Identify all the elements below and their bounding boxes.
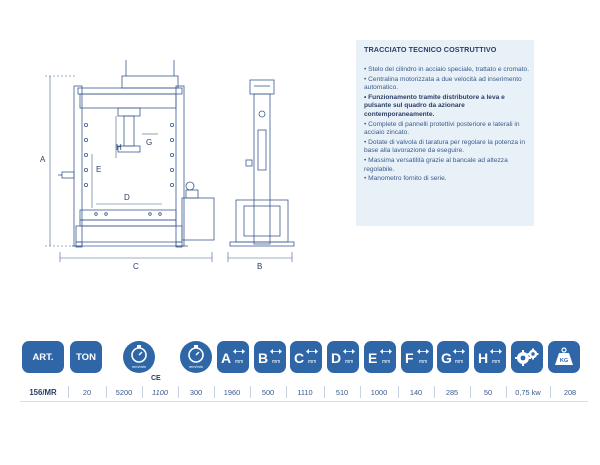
feature-item: • Dotate di valvola di taratura per regolare la potenza in base alla lavorazione da eseguire. bbox=[364, 138, 526, 155]
feature-item: • Complete di pannelli protettivi posteriore e laterali in acciaio zincato. bbox=[364, 120, 520, 137]
feature-list bbox=[364, 66, 530, 185]
value-power: 0,75 kw bbox=[515, 387, 541, 397]
dim-label-c: C bbox=[133, 262, 139, 271]
value-g: 285 bbox=[445, 387, 459, 397]
double-arrow-icon bbox=[417, 349, 429, 354]
values-row bbox=[20, 382, 588, 402]
side-view-press bbox=[230, 80, 294, 246]
value-b: 500 bbox=[261, 387, 275, 397]
value-speed-1: 5200 bbox=[115, 387, 133, 397]
value-f: 140 bbox=[409, 387, 423, 397]
dim-label-h: H bbox=[116, 143, 122, 152]
value-d: 510 bbox=[335, 387, 349, 397]
double-arrow-icon bbox=[270, 349, 282, 354]
header-dim-a: A mm bbox=[217, 341, 249, 373]
feature-item: • Manometro fornito di serie. bbox=[364, 175, 447, 183]
double-arrow-icon bbox=[233, 349, 245, 354]
header-ton: TON bbox=[70, 341, 102, 373]
table-divider bbox=[20, 401, 588, 402]
dim-label-g: G bbox=[146, 138, 153, 147]
dim-label-a: A bbox=[40, 155, 46, 164]
double-arrow-icon bbox=[490, 349, 502, 354]
speed-work-icon: mm/min bbox=[180, 341, 212, 373]
value-speed-3: 300 bbox=[189, 387, 203, 397]
header-dim-h: H mm bbox=[474, 341, 506, 373]
value-ton: 20 bbox=[82, 387, 92, 397]
header-dim-c: C mm bbox=[290, 341, 322, 373]
svg-text:KG: KG bbox=[559, 358, 569, 364]
dim-label-b: B bbox=[257, 262, 263, 271]
value-h: 50 bbox=[483, 387, 493, 397]
header-dim-f: F mm bbox=[401, 341, 433, 373]
feature-item: • Massima versatilità grazie al bancale ad altezza regolabile. bbox=[364, 156, 508, 173]
feature-item: • Funzionamento tramite distributore a leva e pulsante sul quadro da azionare contemporaneamente. bbox=[364, 93, 505, 118]
header-dim-d: D mm bbox=[327, 341, 359, 373]
double-arrow-icon bbox=[306, 349, 318, 354]
value-e: 1000 bbox=[370, 387, 388, 397]
speed-approach-icon: mm/min bbox=[123, 341, 155, 373]
ce-mark: CE bbox=[151, 375, 161, 382]
feature-item: • Centralina motorizzata a due velocità ad inserimento automatico. bbox=[364, 75, 522, 92]
value-c: 1110 bbox=[297, 387, 313, 397]
gears-icon bbox=[511, 341, 543, 373]
front-view-press bbox=[58, 60, 214, 247]
value-art: 156/MR bbox=[29, 387, 57, 397]
value-weight: 208 bbox=[563, 387, 577, 397]
double-arrow-icon bbox=[453, 349, 465, 354]
technical-drawing bbox=[0, 0, 360, 290]
value-speed-2: 1100 bbox=[152, 387, 168, 397]
double-arrow-icon bbox=[380, 349, 392, 354]
value-a: 1960 bbox=[223, 387, 241, 397]
panel-title: TRACCIATO TECNICO COSTRUTTIVO bbox=[364, 45, 497, 54]
header-dim-e: E mm bbox=[364, 341, 396, 373]
dim-label-d: D bbox=[124, 193, 130, 202]
feature-item: • Stelo del cilindro in acciaio speciale, trattato e cromato. bbox=[364, 66, 530, 73]
feature-panel bbox=[356, 40, 534, 226]
header-dim-b: B mm bbox=[254, 341, 286, 373]
header-dim-g: G mm bbox=[437, 341, 469, 373]
header-art: ART. bbox=[22, 341, 64, 373]
dim-label-e: E bbox=[96, 165, 102, 174]
double-arrow-icon bbox=[343, 349, 355, 354]
weight-icon bbox=[548, 341, 580, 373]
